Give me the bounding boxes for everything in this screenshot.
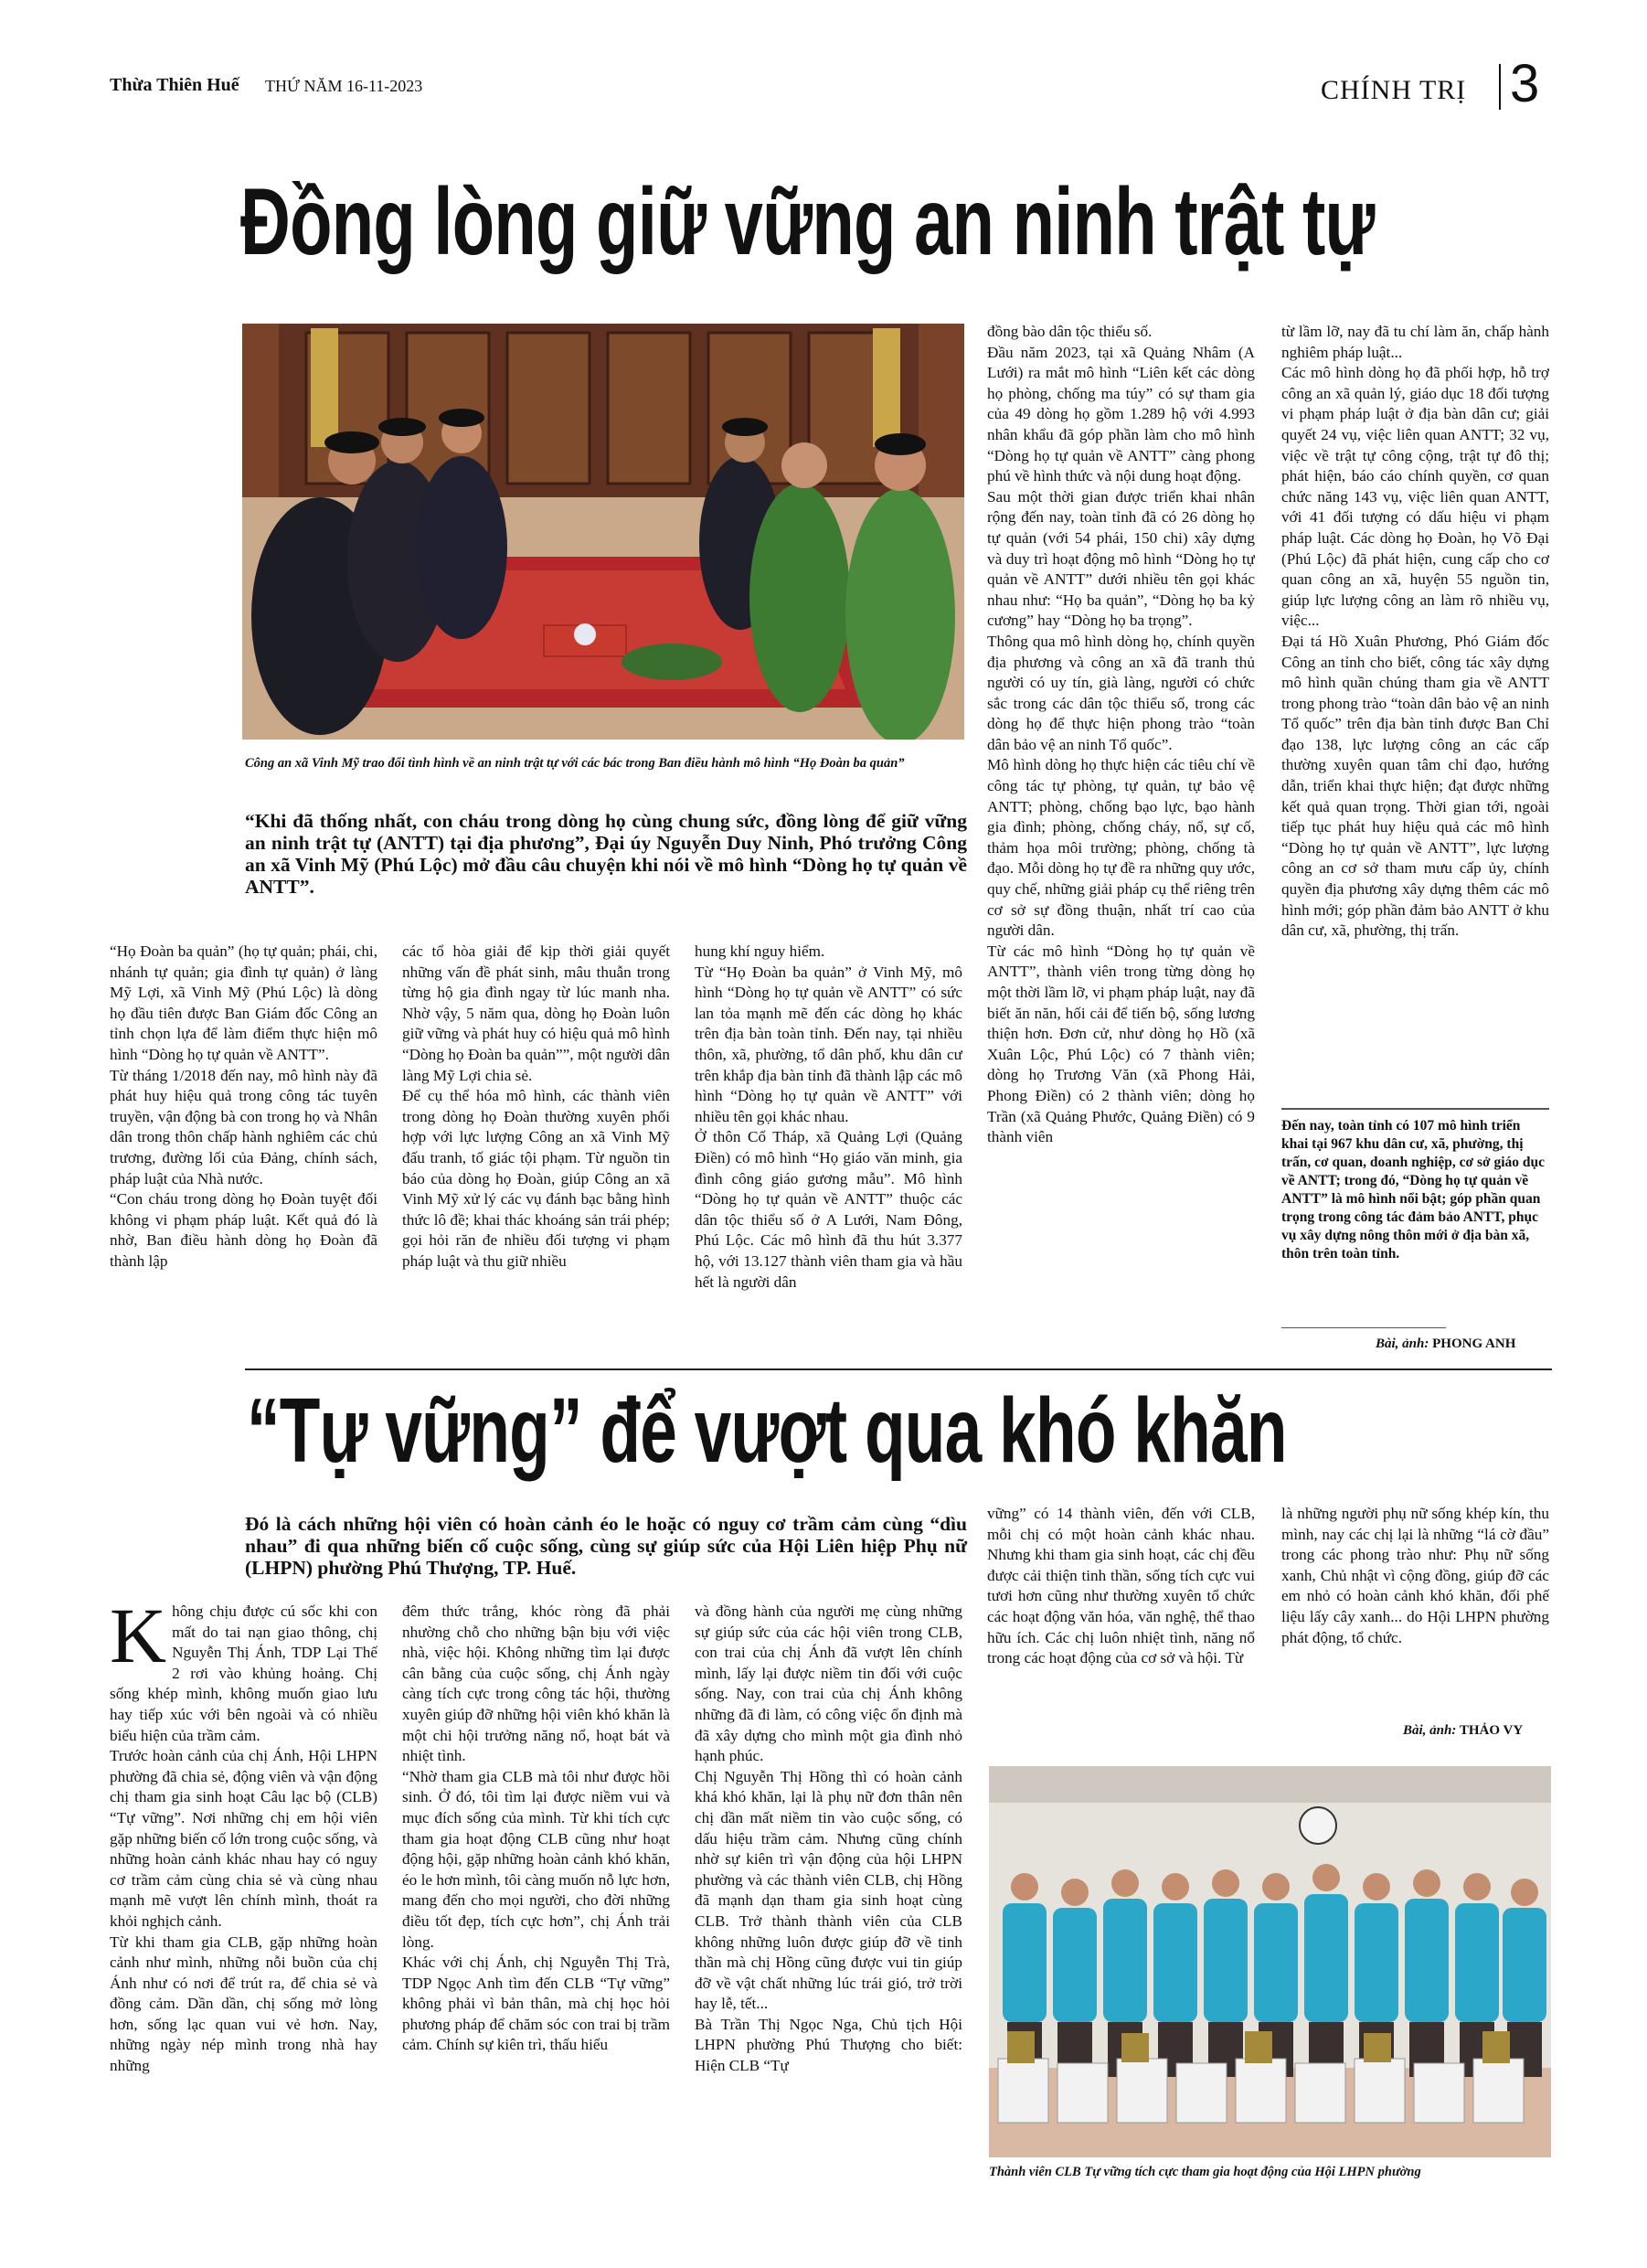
article-divider	[245, 1368, 1552, 1370]
issue-date: THỨ NĂM 16-11-2023	[265, 77, 423, 95]
headline-2: “Tự vững” để vượt qua khó khăn	[247, 1379, 1287, 1482]
byline-2-name: THẢO VY	[1459, 1723, 1524, 1738]
article1-col-3: hung khí nguy hiểm. Từ “Họ Đoàn ba quản” ở Vinh Mỹ, mô hình “Dòng họ tự quản về ANTT” có sức lan tỏa mạnh mẽ đến các dòng họ khác trên địa bàn toàn tỉnh. Đến nay, tại nhiều thôn, xã, phường, tổ dân phố, khu dân cư trên khắp địa bàn tỉnh đã thành lập các mô hình “Dòng họ tự quản về ANTT” với nhiều tên gọi khác nhau. Ở thôn Cổ Tháp, xã Quảng Lợi (Quảng Điền) có mô hình “Họ giáo văn minh, gia đình công giáo gương mẫu”. Mô hình “Dòng họ tự quản về ANTT” thuộc các dân tộc thiểu số ở A Lưới, Nam Đông, Phú Lộc. Các mô hình đã thu hút 3.377 hộ, với 13.127 thành viên tham gia và hầu hết là người dân	[695, 942, 962, 1291]
article2-col-4: vững” có 14 thành viên, đến với CLB, mỗi chị có một hoàn cảnh khác nhau. Nhưng khi tham gia sinh hoạt, các chị đều được cải thiện tinh thần, sống tích cực vui tươi hơn cũng như thường xuyên tổ chức các hoạt động văn hóa, văn nghệ, thể thao hữu ích. Các chị luôn nhiệt tình, năng nổ trong các hoạt động của cơ sở và hội. Từ	[987, 1505, 1255, 1667]
headline-1: Đồng lòng giữ vững an ninh trật tự	[240, 169, 1375, 275]
article1-col-5: từ lầm lỡ, nay đã tu chí làm ăn, chấp hành nghiêm pháp luật... Các mô hình dòng họ đã phối hợp, hỗ trợ công an xã quản lý, giáo dục 18 đối tượng vi phạm pháp luật ở địa bàn dân cư; giải quyết 24 vụ, việc liên quan ANTT; 32 vụ, việc về trật tự công cộng, trật tự đô thị; phát hiện, báo cáo chính quyền, cơ quan chức năng 143 vụ, việc liên quan ANTT, với 41 đối tượng có dấu hiệu vi phạm pháp luật. Các dòng họ Đoàn, họ Võ Đại (Phú Lộc) đã phát hiện, cung cấp cho cơ quan công an xã, huyện 55 nguồn tin, giúp lực lượng công an làm rõ nhiều vụ, việc... Đại tá Hồ Xuân Phương, Phó Giám đốc Công an tỉnh cho biết, công tác xây dựng mô hình quần chúng tham gia về ANTT trong phong trào “toàn dân bảo vệ an ninh Tổ quốc” trên địa bàn tỉnh được Ban Chỉ đạo 138, lực lượng công an các cấp thường xuyên quan tâm chỉ đạo, hướng dẫn, triển khai thực hiện; đạt được những kết quả quan trọng. Thời gian tới, ngoài tiếp tục phát huy hiệu quả các mô hình “Dòng họ tự quản về ANTT”, lực lượng công an cơ sở tham mưu cấp ủy, chính quyền địa phương xây dựng thêm các mô hình mới; góp phần đảm bảo ANTT ở khu dân cư, xã, phường, thị trấn.	[1281, 323, 1549, 940]
section-name: CHÍNH TRỊ	[1321, 75, 1467, 105]
page-number: 3	[1510, 54, 1540, 113]
byline-1	[1376, 1336, 1515, 1352]
photo-club-members	[989, 1766, 1551, 2157]
box-divider	[1281, 1108, 1549, 1110]
byline-1-label: Bài, ảnh:	[1376, 1336, 1429, 1351]
photo-police-elders	[242, 324, 964, 740]
lead-1: “Khi đã thống nhất, con cháu trong dòng họ cùng chung sức, đồng lòng để giữ vững an ninh trật tự (ANTT) tại địa phương”, Đại úy Nguyễn Duy Ninh, Phó trưởng Công an xã Vinh Mỹ (Phú Lộc) mở đầu câu chuyện khi nói về mô hình “Dòng họ tự quản về ANTT”.	[245, 810, 967, 898]
article2-col-5: là những người phụ nữ sống khép kín, thu mình, nay các chị lại là những “lá cờ đầu” trong các phong trào như: Phụ nữ sống xanh, Chủ nhật vì cộng đồng, giúp đỡ các em nhỏ có hoàn cảnh khó khăn, đối phế liệu lấy cây xanh... do Hội LHPN phường phát động, tổ chức.	[1281, 1505, 1549, 1646]
photo-caption-1: Công an xã Vinh Mỹ trao đổi tình hình về an ninh trật tự với các bác trong Ban điều hành mô hình “Họ Đoàn ba quản”	[245, 756, 905, 771]
article1-col-2: các tổ hòa giải để kịp thời giải quyết những vấn đề phát sinh, mâu thuẫn trong từng hộ gia đình ngay từ lúc manh nha. Nhờ vậy, 5 năm qua, dòng họ Đoàn luôn giữ vững và phát huy có hiệu quả mô hình “Dòng họ Đoàn ba quản””, một người dân làng Mỹ Lợi chia sẻ. Để cụ thể hóa mô hình, các thành viên trong dòng họ Đoàn thường xuyên phối hợp với lực lượng Công an xã Vinh Mỹ đấu tranh, tố giác tội phạm. Từ nguồn tin báo của dòng họ Đoàn, giúp Công an xã Vinh Mỹ xử lý các vụ đánh bạc bằng hình thức lô đề; khai thác khoáng sản trái phép; gọi hỏi răn đe nhiều đối tượng vi phạm pháp luật và thu giữ nhiều	[402, 942, 670, 1270]
section-divider	[1499, 64, 1501, 110]
masthead: Thừa Thiên Huế	[110, 75, 239, 95]
byline-rule-1	[1281, 1327, 1446, 1328]
drop-cap: K	[110, 1602, 167, 1679]
article2-col-2: đêm thức trắng, khóc ròng đã phải nhường chỗ cho những bận bịu với việc nhà, việc hội. Không những tìm lại được cân bằng của cuộc sống, chị Ánh ngày càng tích cực trong công tác hội, thường xuyên giúp đỡ những hội viên khó khăn là một chi hội trưởng năng nổ, hoạt bát và nhiệt tình. “Nhờ tham gia CLB mà tôi như được hồi sinh. Ở đó, tôi tìm lại được niềm vui và mục đích sống của mình. Từ khi tích cực tham gia hoạt động CLB cũng như hoạt động hội, gặp những hoàn cảnh khó khăn, éo le hơn mình, tôi càng muốn nỗ lực hơn, mang đến cho mọi người, cho đời những điều tốt đẹp, tích cực hơn”, chị Ánh trải lòng. Khác với chị Ánh, chị Nguyễn Thị Trà, TDP Ngọc Anh tìm đến CLB “Tự vững” không phải vì bản thân, mà chị học hỏi phương pháp để chăm sóc con trai bị trầm cảm. Chính sự kiên trì, thấu hiểu	[402, 1603, 670, 2054]
article2-col-1-opening: hông chịu được cú sốc khi con mất do tai nạn giao thông, chị Nguyễn Thị Ánh, TDP Lại Thế 2 rơi vào khủng hoảng. Chị sống khép mình, không muốn giao lưu hay tiếp xúc với bên ngoài và có nhiều biểu hiện của trầm cảm.	[110, 1603, 377, 1744]
lead-2: Đó là cách những hội viên có hoàn cảnh éo le hoặc có nguy cơ trầm cảm cùng “dìu nhau” đi qua những biến cố cuộc sống, cùng sự giúp sức của Hội Liên hiệp Phụ nữ (LHPN) phường Phú Thượng, TP. Huế.	[245, 1513, 967, 1579]
article2-col-3: và đồng hành của người mẹ cùng những sự giúp sức của các hội viên trong CLB, con trai của chị Ánh đã vượt lên chính mình, lấy lại được niềm tin đối với cuộc sống. Nay, con trai của chị Ánh không những đã đi làm, có công việc ổn định mà đã xây dựng cho mình một gia đình nhỏ hạnh phúc. Chị Nguyễn Thị Hồng thì có hoàn cảnh khá khó khăn, lại là phụ nữ đơn thân nên chị dần mất niềm tin vào cuộc sống, có dấu hiệu trầm cảm. Nhưng cũng chính nhờ sự kiên trì vận động của hội LHPN phường và các thành viên CLB, chị Hồng đã mạnh dạn tham gia sinh hoạt cùng CLB. Trở thành thành viên của CLB không những luôn được giúp đỡ về tinh thần mà chị Hồng cũng được vui tin giúp đỡ về vật chất những lúc trái gió, trở trời hay lễ, tết... Bà Trần Thị Ngọc Nga, Chủ tịch Hội LHPN phường Phú Thượng cho biết: Hiện CLB “Tự	[695, 1603, 962, 2075]
byline-1-name: PHONG ANH	[1432, 1336, 1516, 1351]
byline-2-label: Bài, ảnh:	[1403, 1723, 1457, 1738]
byline-2	[1403, 1723, 1523, 1739]
article1-col-1: “Họ Đoàn ba quản” (họ tự quản; phái, chi, nhánh tự quản; gia đình tự quản) ở làng Mỹ Lợi, xã Vinh Mỹ (Phú Lộc) là dòng họ đầu tiên được Ban Giám đốc Công an tỉnh chọn lựa để làm điểm thực hiện mô hình “Dòng họ tự quản về ANTT”. Từ tháng 1/2018 đến nay, mô hình này đã phát huy hiệu quả trong công tác tuyên truyền, vận động bà con trong họ và Nhân dân trong thôn chấp hành nghiêm các chủ trương, đường lối của Đảng, chính sách, pháp luật của Nhà nước. “Con cháu trong dòng họ Đoàn tuyệt đối không vi phạm pháp luật. Kết quả đó là nhờ, Ban điều hành dòng họ Đoàn đã thành lập	[110, 942, 377, 1270]
article2-col-1	[110, 1602, 377, 2187]
photo-caption-2: Thành viên CLB Tự vững tích cực tham gia hoạt động của Hội LHPN phường	[989, 2165, 1421, 2179]
article2-col-1-rest: Trước hoàn cảnh của chị Ánh, Hội LHPN phường đã chia sẻ, động viên và vận động chị tham gia sinh hoạt Câu lạc bộ (CLB) “Tự vững”. Nơi những chị em hội viên gặp những biến cố lớn trong cuộc sống, và những hoàn cảnh khác nhau hay có nguy cơ trầm cảm cùng chia sẻ và cùng nhau mạnh mẽ vượt lên chính mình, thoát ra khỏi nghịch cảnh. Từ khi tham gia CLB, gặp những hoàn cảnh như mình, những nỗi buồn của chị Ánh như có nơi để trút ra, để chia sẻ và đồng cảm. Dần dần, chị sống mở lòng hơn, sống lạc quan vui vẻ hơn. Nay, những ngày nép mình trong nhà hay những	[110, 1747, 377, 2075]
article1-col-4: đồng bào dân tộc thiểu số. Đầu năm 2023, tại xã Quảng Nhâm (A Lưới) ra mắt mô hình “Liên kết các dòng họ phòng, chống ma túy” có sự tham gia của 49 dòng họ gồm 1.289 hộ với 4.993 nhân khẩu đã góp phần làm cho mô hình “Dòng họ tự quản về ANTT” càng phong phú về hình thức và nội dung hoạt động. Sau một thời gian được triển khai nhân rộng đến nay, toàn tỉnh đã có 26 dòng họ tự quản (với 54 phái, 150 chi) xây dựng và duy trì hoạt động mô hình “Dòng họ tự quản về ANTT” dưới nhiều tên gọi khác nhau như: “Họ ba quản”, “Dòng họ ba kỷ cương” hay “Dòng họ ba trọng”. Thông qua mô hình dòng họ, chính quyền địa phương và công an xã đã tranh thủ người có uy tín, già làng, người có chức sắc trong các dân tộc thiểu số, trong các dòng họ để thực hiện phong trào “toàn dân bảo vệ an ninh Tổ quốc”. Mô hình dòng họ thực hiện các tiêu chí về công tác tự phòng, tự quản, tự bảo vệ ANTT; phòng, chống bạo lực, bạo hành gia đình; phòng, chống cháy, nổ, sự cố, thảm họa môi trường; phòng, chống tà đạo. Mỗi dòng họ tự đề ra những quy ước, quy chế, những giải pháp cụ thể riêng trên cơ sở sự đồng thuận, nhất trí cao của người dân. Từ các mô hình “Dòng họ tự quản về ANTT”, thành viên trong từng dòng họ một thời lầm lỡ, vi phạm pháp luật, nay đã biết ăn năn, hối cải để tiến bộ, sống lương thiện hơn. Đơn cử, như dòng họ Hồ (xã Xuân Lộc, Phú Lộc) có 7 thành viên; dòng họ Trương Văn (xã Phong Hải, Phong Điền) có 2 thành viên; dòng họ Trần (xã Quảng Phước, Quảng Điền) có 9 thành viên	[987, 323, 1255, 1146]
summary-box: Đến nay, toàn tỉnh có 107 mô hình triển khai tại 967 khu dân cư, xã, phường, thị trấn, cơ quan, doanh nghiệp, cơ sở giáo dục về ANTT; trong đó, “Dòng họ tự quản về ANTT” là mô hình nổi bật; góp phần quan trọng trong công tác đảm bảo ANTT, phục vụ xây dựng nông thôn mới ở địa bàn xã, thôn trên toàn tỉnh.	[1281, 1118, 1546, 1262]
